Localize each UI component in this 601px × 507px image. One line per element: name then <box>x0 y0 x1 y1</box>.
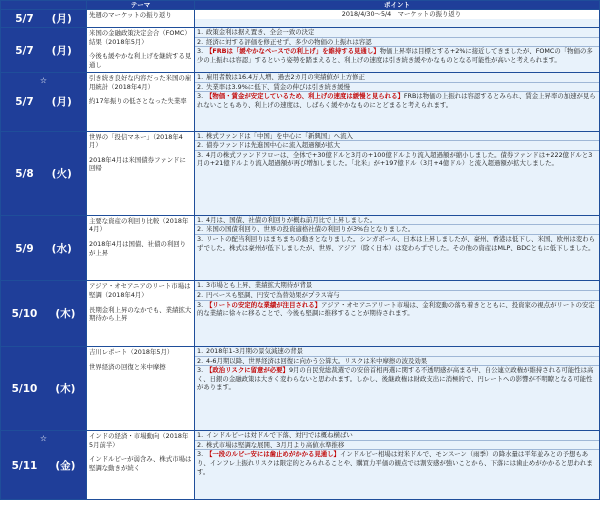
point-text: 3市場とも上昇、業績拡大期待が背景 <box>206 281 313 290</box>
theme-title: 吉川レポート（2018年5月） <box>89 348 174 357</box>
point-text: 4月の株式ファンドフローは、全体で+30億ドルと3月の+100億ドルより流入超過額が縮小しました。債券ファンドは+222億ドルと3月の+21億ドルより流入超過額が再び増加しました。「北米」が+197億ドル（3月+4億ドル）と流入超過額が拡大しました。 <box>197 150 593 168</box>
date-cell <box>1 73 87 131</box>
point-number: 1. <box>197 431 204 440</box>
point-text: アジア・オセアニアリート市場は、金利変動の落ち着きとともに、投資家の視点がリートの安定的な業績に徐々に移ることで、今後も堅調に推移することが期待されます。 <box>197 300 595 318</box>
theme-cell <box>87 347 195 431</box>
day-of-week: (木) <box>55 383 76 396</box>
point-item <box>195 83 599 93</box>
point-number: 2. <box>197 225 204 234</box>
point-text: FRBは物価の上振れは容認するとみられ、賃金上昇率の加速が見られないこともあり、利上げの速度は、しばらく緩やかなものにとどまると考えられます。 <box>197 92 596 109</box>
point-item <box>195 216 599 226</box>
point-item <box>195 291 599 301</box>
point-item <box>195 357 599 367</box>
day-of-week: (月) <box>51 44 72 57</box>
table-row <box>1 431 600 500</box>
point-text: 失業率は3.9%に低下、賃金の伸びは引き続き緩慢 <box>206 82 351 91</box>
date-cell <box>1 28 87 73</box>
point-text: 株式ファンドは「中国」を中心に「新興国」へ流入 <box>206 131 353 140</box>
day-of-week: (月) <box>51 96 72 109</box>
point-item <box>195 28 599 38</box>
point-number: 1. <box>197 28 204 37</box>
point-text: 株式市場は堅調な展開、3月月より高値水準推移 <box>206 440 345 449</box>
points-cell <box>195 73 600 131</box>
point-text: 債券ファンドは先進国中心に流入超過額が拡大 <box>206 141 341 150</box>
header-points: ポイント <box>195 1 600 10</box>
theme-title: 引き続き良好な内容だった米国の雇用統計（2018年4月） <box>89 74 192 91</box>
theme-cell <box>87 10 195 28</box>
point-item <box>195 38 599 48</box>
point-text: 2018/4/30～5/4 マーケットの振り返り <box>341 10 462 18</box>
point-item <box>195 73 599 83</box>
points-cell <box>195 431 600 500</box>
point-highlight: 【一段のルピー安には歯止めがかかる見通し】 <box>206 450 340 459</box>
points-cell <box>195 28 600 73</box>
point-item <box>195 281 599 291</box>
point-item <box>195 441 599 451</box>
point-text: インドルピー相場は対米ドルで、モンスーン（雨季）の降水量は平年並みとの予想もあり、インフレ上振れリスクは限定的とみられることや、購買力平価の観点では割安感が強いことから、下落には歯止めがかかると思われます。 <box>197 450 593 476</box>
theme-subtitle: 世界経済の回復と米中摩擦 <box>89 362 166 371</box>
theme-title: 主要な資産の利回り比較（2018年4月） <box>89 216 189 234</box>
star-icon: ☆ <box>39 434 48 444</box>
date-text: 5/7 <box>15 44 34 57</box>
theme-cell <box>87 431 195 500</box>
theme-cell <box>87 215 195 281</box>
date-cell <box>1 10 87 28</box>
point-number: 1. <box>197 281 204 290</box>
date-text: 5/11 <box>11 459 38 472</box>
date-text: 5/9 <box>15 242 34 255</box>
theme-title: 米国の金融政策決定会合（FOMC）結果（2018年5月） <box>89 29 191 46</box>
point-text: 9月の自民党総裁選での安倍首相再選に関する不透明感が高まる中、自公連立政権が維持される可能性は高く、日銀の金融政策は大きく変わらないと思われます。しかし、後継政権は財政支出に消極的で、円レートへの影響が不明瞭となる可能性があります。 <box>197 366 594 392</box>
date-text: 5/8 <box>15 167 34 180</box>
theme-cell <box>87 281 195 347</box>
point-number: 3. <box>197 450 204 459</box>
header-theme: テーマ <box>87 1 195 10</box>
table-row <box>1 10 600 28</box>
point-item <box>195 366 599 392</box>
point-item <box>195 347 599 357</box>
point-text: 雇用者数は16.4万人増、過去2カ月の実績値が上方修正 <box>206 73 365 82</box>
day-of-week: (水) <box>51 242 72 255</box>
point-item <box>195 47 599 64</box>
theme-subtitle: 約17年振りの低さとなった失業率 <box>89 97 187 106</box>
day-of-week: (月) <box>51 13 72 26</box>
points-cell <box>195 10 600 28</box>
table-header <box>1 1 600 10</box>
theme-subtitle: 今後も緩やかな利上げを継続する見通し <box>89 52 192 69</box>
theme-subtitle: 2018年4月は米国債券ファンドに回帰 <box>89 155 186 173</box>
point-item <box>195 431 599 441</box>
point-text: 政策金利は据え置き、全会一致の決定 <box>206 28 315 37</box>
day-of-week: (金) <box>55 459 76 472</box>
date-cell <box>1 431 87 500</box>
point-highlight: 【政治リスクに留意が必要】 <box>206 366 289 375</box>
point-text: 円ベースも堅調、円安で為替効果がプラス寄与 <box>206 291 340 300</box>
theme-subtitle: インドルピーが弱含み、株式市場は堅調な動きが続く <box>89 455 192 472</box>
point-item <box>195 235 599 252</box>
point-text: 4月は、国債、社債の利回りが概ね前月比で上昇しました。 <box>206 215 377 224</box>
point-text: 米国の国債利回り、世界の投資適格社債の利回りが3%台となりました。 <box>206 225 415 234</box>
point-item <box>195 151 599 168</box>
point-text: 4-6月期以降、世界経済は回復に向かう公算大。リスクは米中摩擦の波及効果 <box>206 356 428 365</box>
point-number: 2. <box>197 82 204 91</box>
theme-cell <box>87 28 195 73</box>
point-text: 経済に対する評価を修正せず、多少の物価の上振れは容認 <box>206 37 372 46</box>
date-cell <box>1 215 87 281</box>
table-row <box>1 281 600 347</box>
point-text: インドルピーは対ドルで下落、対円では概ね横ばい <box>206 431 353 440</box>
point-number: 3. <box>197 234 204 243</box>
date-text: 5/10 <box>11 308 38 321</box>
point-item <box>195 450 599 476</box>
table-row <box>1 347 600 431</box>
point-number: 1. <box>197 131 204 140</box>
point-number: 3. <box>197 366 204 375</box>
star-icon: ☆ <box>39 76 48 86</box>
date-text: 5/7 <box>15 13 34 26</box>
point-number: 3. <box>197 47 204 56</box>
point-number: 3. <box>197 150 204 159</box>
point-number: 3. <box>197 92 204 101</box>
point-number: 2. <box>197 291 204 300</box>
point-highlight: 【物価・賃金が安定しているため、利上げの速度は緩慢と見られる】 <box>206 92 404 101</box>
date-text: 5/7 <box>15 96 34 109</box>
day-of-week: (火) <box>51 167 72 180</box>
theme-title: インドの経済・市場動向（2018年5月前半） <box>89 432 189 449</box>
header-date <box>1 1 87 10</box>
table-row <box>1 131 600 215</box>
table-row <box>1 73 600 131</box>
point-number: 1. <box>197 73 204 82</box>
point-text: 2018年1-3月期の景気減速の背景 <box>206 347 303 356</box>
point-number: 1. <box>197 347 204 356</box>
points-cell <box>195 215 600 281</box>
point-item <box>195 141 599 151</box>
table-row <box>1 28 600 73</box>
theme-subtitle: 2018年4月は国債、社債の利回りが上昇 <box>89 239 187 257</box>
point-item <box>195 301 599 318</box>
theme-title: アジア・オセアニアのリート市場は堅調（2018年4月） <box>89 282 191 300</box>
table-row <box>1 215 600 281</box>
point-number: 2. <box>197 356 204 365</box>
theme-cell <box>87 131 195 215</box>
day-of-week: (木) <box>55 308 76 321</box>
point-item <box>195 225 599 235</box>
point-number: 1. <box>197 215 204 224</box>
point-number: 2. <box>197 440 204 449</box>
theme-title: 世界の「投信マネー」（2018年4月） <box>89 132 183 150</box>
point-number: 2. <box>197 37 204 46</box>
point-number: 3. <box>197 300 204 309</box>
theme-cell <box>87 73 195 131</box>
date-cell <box>1 131 87 215</box>
points-cell <box>195 347 600 431</box>
point-item <box>195 132 599 142</box>
point-text: リートの配当利回りはまちまちの動きとなりました。シンガポール、日本は上昇しましたが、豪州、香港は低下し、米国、欧州は変わらずでした。株式は豪州が低下しましたが、世界、アジア（除く日本）は変わらずでした。その他の資産はMLP、BDCともに低下しました。 <box>197 234 596 252</box>
date-cell <box>1 281 87 347</box>
date-cell <box>1 347 87 431</box>
date-text: 5/10 <box>11 383 38 396</box>
point-item <box>195 10 599 19</box>
points-cell <box>195 131 600 215</box>
point-number: 2. <box>197 141 204 150</box>
point-highlight: 【FRBは「緩やかなペースでの利上げ」を維持する見通し】 <box>206 47 380 56</box>
theme-title: 先週のマーケットの振り返り <box>89 11 172 19</box>
points-cell <box>195 281 600 347</box>
point-text: 物価上昇率は目標とする+2%に接近してきましたが、FOMCの「物価の多少の上振れは容認」するという姿勢を踏まえると、利上げの速度は引き続き緩やかなものとなる可能性が高いと考えられます。 <box>197 47 593 64</box>
point-item <box>195 92 599 109</box>
theme-subtitle: 長期金利上昇のなかでも、業績拡大期待から上昇 <box>89 305 192 323</box>
point-highlight: 【リートの安定的な業績が注目される】 <box>206 300 322 309</box>
